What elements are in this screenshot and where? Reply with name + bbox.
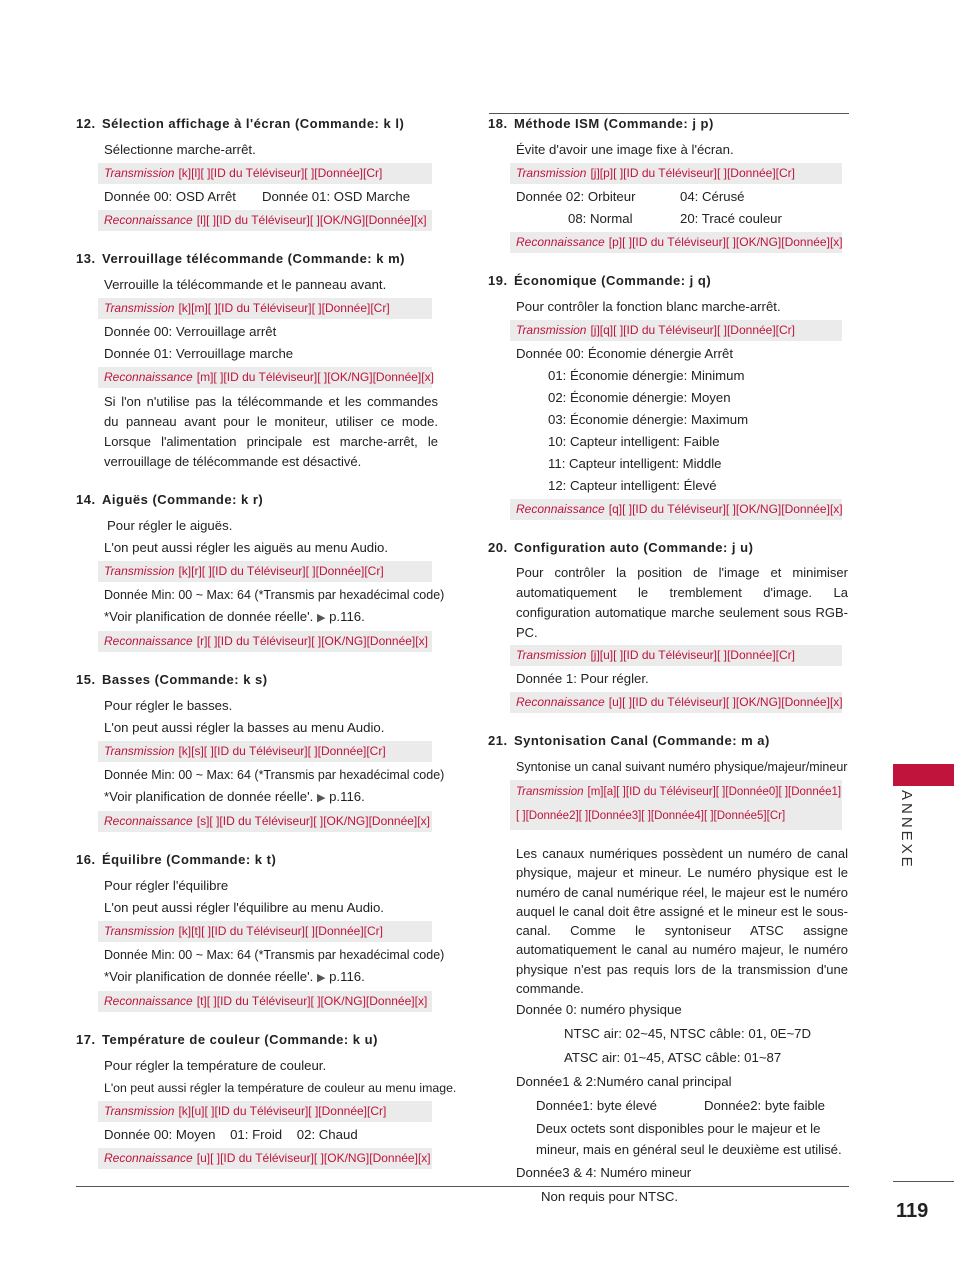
section-heading: 16. Équilibre (Commande: k t) bbox=[76, 852, 277, 867]
right-column bbox=[488, 112, 848, 1228]
page-number: 119 bbox=[896, 1200, 929, 1222]
data-value: Donnée3 & 4: Numéro mineur bbox=[516, 1165, 692, 1181]
arrow-right-icon: ▶ bbox=[316, 792, 326, 804]
transmission-command: Transmission [j][u][ ][ID du Téléviseur][ ][Donnée][Cr] bbox=[510, 645, 842, 666]
data-value: NTSC air: 02~45, NTSC câble: 01, 0E~7D bbox=[564, 1026, 812, 1042]
data-range: Donnée Min: 00 ~ Max: 64 (*Transmis par hexadécimal code) bbox=[104, 948, 445, 962]
section-heading: 14. Aiguës (Commande: k r) bbox=[76, 492, 264, 507]
acknowledgement-command: Reconnaissance [u][ ][ID du Téléviseur][ ][OK/NG][Donnée][x] bbox=[98, 1148, 432, 1169]
data-reference: *Voir planification de donnée réelle'. ▶ p.116. bbox=[104, 789, 365, 804]
description: L'on peut aussi régler la température de couleur au menu image. bbox=[104, 1081, 457, 1095]
section-16 bbox=[76, 852, 445, 1012]
section-19 bbox=[488, 273, 848, 520]
acknowledgement-command: Reconnaissance [l][ ][ID du Téléviseur][ ][OK/NG][Donnée][x] bbox=[98, 210, 432, 231]
data-note: mineur, mais en général seul le deuxième est utilisé. bbox=[536, 1142, 842, 1158]
arrow-right-icon: ▶ bbox=[316, 972, 326, 984]
data-value: Donnée1 & 2:Numéro canal principal bbox=[516, 1074, 732, 1090]
section-heading: 17. Température de couleur (Commande: k u) bbox=[76, 1032, 378, 1047]
transmission-command: Transmission [j][q][ ][ID du Téléviseur][ ][Donnée][Cr] bbox=[510, 320, 842, 341]
acknowledgement-command: Reconnaissance [s][ ][ID du Téléviseur][ ][OK/NG][Donnée][x] bbox=[98, 811, 432, 832]
description: Pour contrôler la position de l'image et minimiser automatiquement le tremblement d'image. La configuration automatique marche seulement sous RGB-PC. bbox=[516, 565, 848, 640]
data-values: Donnée1: byte élevé Donnée2: byte faible bbox=[536, 1098, 825, 1114]
data-value: 11: Capteur intelligent: Middle bbox=[548, 456, 722, 471]
transmission-command: Transmission [j][p][ ][ID du Téléviseur][ ][Donnée][Cr] bbox=[510, 163, 842, 184]
acknowledgement-command: Reconnaissance [p][ ][ID du Téléviseur][ ][OK/NG][Donnée][x] bbox=[510, 232, 842, 253]
data-values: 08: Normal 20: Tracé couleur bbox=[568, 211, 782, 226]
data-value: Donnée 00: Verrouillage arrêt bbox=[104, 324, 277, 339]
description: Pour régler l'équilibre bbox=[104, 878, 229, 893]
side-tab-label: ANNEXE bbox=[898, 790, 915, 870]
side-tab-marker bbox=[893, 764, 954, 786]
transmission-command: Transmission [k][s][ ][ID du Téléviseur][ ][Donnée][Cr] bbox=[98, 741, 432, 762]
section-heading: 12. Sélection affichage à l'écran (Commande: k l) bbox=[76, 116, 405, 131]
description: Syntonise un canal suivant numéro physique/majeur/mineur bbox=[516, 760, 848, 774]
transmission-command: Transmission [k][l][ ][ID du Téléviseur][ ][Donnée][Cr] bbox=[98, 163, 432, 184]
transmission-command: Transmission [k][u][ ][ID du Téléviseur][ ][Donnée][Cr] bbox=[98, 1101, 432, 1122]
description: Pour contrôler la fonction blanc marche-arrêt. bbox=[516, 299, 781, 314]
transmission-command: Transmission [k][m][ ][ID du Téléviseur][ ][Donnée][Cr] bbox=[98, 298, 432, 319]
description: Sélectionne marche-arrêt. bbox=[104, 142, 256, 157]
section-heading: 20. Configuration auto (Commande: j u) bbox=[488, 540, 754, 555]
section-heading: 18. Méthode ISM (Commande: j p) bbox=[488, 116, 714, 131]
data-value: 03: Économie dénergie: Maximum bbox=[548, 412, 749, 427]
data-values: Donnée 02: Orbiteur 04: Cérusé bbox=[516, 189, 745, 204]
description: L'on peut aussi régler l'équilibre au menu Audio. bbox=[104, 900, 384, 915]
data-reference: *Voir planification de donnée réelle'. ▶ p.116. bbox=[104, 609, 365, 624]
data-value: Donnée 1: Pour régler. bbox=[516, 671, 649, 686]
acknowledgement-command: Reconnaissance [r][ ][ID du Téléviseur][ ][OK/NG][Donnée][x] bbox=[98, 631, 432, 652]
transmission-command: Transmission [k][r][ ][ID du Téléviseur][ ][Donnée][Cr] bbox=[98, 561, 432, 582]
description: Pour régler le aiguës. bbox=[107, 518, 233, 533]
data-note: Non requis pour NTSC. bbox=[541, 1189, 679, 1205]
section-12 bbox=[76, 116, 438, 231]
section-20 bbox=[488, 540, 848, 713]
data-value: 12: Capteur intelligent: Élevé bbox=[548, 478, 717, 493]
description: Pour régler la température de couleur. bbox=[104, 1058, 327, 1073]
transmission-command: Transmission [m][a][ ][ID du Téléviseur][ ][Donnée0][ ][Donnée1] [ ][Donnée2][ ][Donnée3][ ][Donnée4][ ][Donnée5][Cr] bbox=[510, 780, 842, 830]
description: Pour régler le basses. bbox=[104, 698, 233, 713]
section-heading: 15. Basses (Commande: k s) bbox=[76, 672, 268, 687]
note: Si l'on n'utilise pas la télécommande et les commandes du panneau avant pour le moniteur, utiliser ce mode. Lorsque l'alimentation principale est marche-arrêt, le verrouillage de télécommande est désactivé. bbox=[104, 394, 438, 469]
section-13 bbox=[76, 251, 438, 472]
data-value: 02: Économie dénergie: Moyen bbox=[548, 390, 731, 405]
arrow-right-icon: ▶ bbox=[316, 612, 326, 624]
page-number-rule bbox=[893, 1181, 954, 1182]
data-value: ATSC air: 01~45, ATSC câble: 01~87 bbox=[564, 1050, 782, 1066]
description: L'on peut aussi régler la basses au menu Audio. bbox=[104, 720, 385, 735]
section-18 bbox=[488, 116, 848, 253]
section-17 bbox=[76, 1032, 457, 1169]
data-value: Donnée 0: numéro physique bbox=[516, 1002, 682, 1018]
section-21 bbox=[488, 733, 848, 1208]
section-heading: 21. Syntonisation Canal (Commande: m a) bbox=[488, 733, 770, 748]
left-column bbox=[76, 112, 457, 1189]
explanation: Les canaux numériques possèdent un numéro de canal physique, majeur et mineur. Le numéro physique est le numéro de canal numérique réel, le majeur est le numéro auquel le canal doit être assigné et le mineur est le sous-canal. Comme le syntoniseur ATSC assigne automatiquement le canal au numéro majeur, le numéro physique n'est pas requis lors de la transmission d'une commande. bbox=[516, 846, 848, 997]
section-15 bbox=[76, 672, 445, 832]
data-range: Donnée Min: 00 ~ Max: 64 (*Transmis par hexadécimal code) bbox=[104, 588, 445, 602]
section-heading: 19. Économique (Commande: j q) bbox=[488, 273, 712, 288]
data-value: 10: Capteur intelligent: Faible bbox=[548, 434, 720, 449]
data-values: Donnée 00: OSD Arrêt Donnée 01: OSD Marche bbox=[104, 189, 411, 204]
data-value: Donnée 00: Économie dénergie Arrêt bbox=[516, 346, 734, 361]
section-heading: 13. Verrouillage télécommande (Commande: k m) bbox=[76, 251, 405, 266]
transmission-command: Transmission [k][t][ ][ID du Téléviseur][ ][Donnée][Cr] bbox=[98, 921, 432, 942]
acknowledgement-command: Reconnaissance [m][ ][ID du Téléviseur][ ][OK/NG][Donnée][x] bbox=[98, 367, 432, 388]
data-value: Donnée 01: Verrouillage marche bbox=[104, 346, 294, 361]
data-note: Deux octets sont disponibles pour le majeur et le bbox=[536, 1121, 821, 1137]
acknowledgement-command: Reconnaissance [t][ ][ID du Téléviseur][ ][OK/NG][Donnée][x] bbox=[98, 991, 432, 1012]
data-values: Donnée 00: Moyen 01: Froid 02: Chaud bbox=[104, 1127, 358, 1142]
data-value: 01: Économie dénergie: Minimum bbox=[548, 368, 745, 383]
description: Verrouille la télécommande et le panneau avant. bbox=[104, 277, 387, 292]
description: L'on peut aussi régler les aiguës au menu Audio. bbox=[104, 540, 389, 555]
data-range: Donnée Min: 00 ~ Max: 64 (*Transmis par hexadécimal code) bbox=[104, 768, 445, 782]
description: Évite d'avoir une image fixe à l'écran. bbox=[516, 142, 734, 157]
acknowledgement-command: Reconnaissance [q][ ][ID du Téléviseur][ ][OK/NG][Donnée][x] bbox=[510, 499, 842, 520]
acknowledgement-command: Reconnaissance [u][ ][ID du Téléviseur][ ][OK/NG][Donnée][x] bbox=[510, 692, 842, 713]
section-14 bbox=[76, 492, 445, 652]
data-reference: *Voir planification de donnée réelle'. ▶ p.116. bbox=[104, 969, 365, 984]
